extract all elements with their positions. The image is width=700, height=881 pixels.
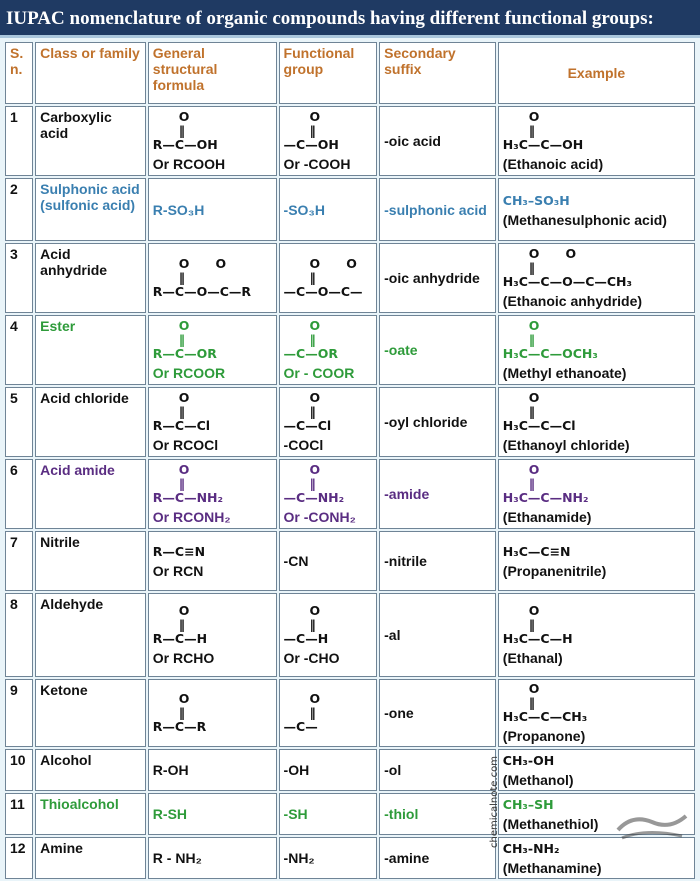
example-structure bbox=[503, 842, 560, 856]
general-formula bbox=[148, 459, 277, 529]
secondary-suffix: -al bbox=[379, 593, 496, 677]
example bbox=[498, 531, 695, 591]
table-row bbox=[5, 315, 695, 385]
example-structure bbox=[503, 110, 583, 152]
carbonyl-oxygen: O ‖ bbox=[528, 390, 540, 419]
general-formula-structure bbox=[153, 463, 223, 505]
header-example: Example bbox=[498, 42, 695, 104]
secondary-suffix: -oic anhydride bbox=[379, 243, 496, 313]
example bbox=[498, 749, 695, 791]
structure-formula: —C—Cl bbox=[283, 418, 332, 433]
row-number: 3 bbox=[5, 243, 33, 313]
table-row bbox=[5, 387, 695, 457]
example-name: (Ethanamide) bbox=[502, 509, 592, 525]
functional-group bbox=[279, 593, 378, 677]
example bbox=[498, 243, 695, 313]
example bbox=[498, 106, 695, 176]
secondary-suffix: -oic acid bbox=[379, 106, 496, 176]
carbonyl-oxygen: O ‖ bbox=[178, 603, 190, 632]
row-number: 4 bbox=[5, 315, 33, 385]
example-name: (Ethanoyl chloride) bbox=[502, 437, 630, 453]
watermark: chemicalnote.com bbox=[489, 756, 500, 848]
class-name: Sulphonic acid (sulfonic acid) bbox=[35, 178, 146, 241]
header-suffix: Secondary suffix bbox=[379, 42, 496, 104]
general-formula: R-SO₃H bbox=[148, 178, 277, 241]
carbonyl-oxygen: O ‖ bbox=[178, 691, 190, 720]
carbonyl-oxygen: O ‖ bbox=[528, 318, 540, 347]
functional-group-alt: Or -CONH₂ bbox=[283, 509, 356, 525]
structure-formula: —C—H bbox=[283, 631, 329, 646]
example bbox=[498, 459, 695, 529]
structure-formula: CH₃–SO₃H bbox=[502, 192, 570, 208]
general-formula-alt: Or RCN bbox=[152, 563, 204, 579]
example-structure bbox=[503, 754, 554, 768]
general-formula-structure bbox=[153, 391, 210, 433]
carbonyl-oxygen: O O ‖ bbox=[178, 256, 227, 285]
row-number: 8 bbox=[5, 593, 33, 677]
title-bar bbox=[0, 0, 700, 38]
example-structure bbox=[503, 604, 573, 646]
example-name: (Methyl ethanoate) bbox=[502, 365, 627, 381]
secondary-suffix: -amine bbox=[379, 837, 496, 879]
header-class: Class or family bbox=[35, 42, 146, 104]
carbonyl-oxygen: O ‖ bbox=[528, 603, 540, 632]
table-row bbox=[5, 679, 695, 747]
structure-formula: R—C—Cl bbox=[152, 418, 211, 433]
secondary-suffix: -amide bbox=[379, 459, 496, 529]
row-number: 11 bbox=[5, 793, 33, 835]
functional-group: -SO₃H bbox=[279, 178, 378, 241]
class-name: Amine bbox=[35, 837, 146, 879]
table-row bbox=[5, 837, 695, 879]
structure-formula: R—C—OH bbox=[152, 137, 218, 152]
functional-group-alt: Or -COOH bbox=[283, 156, 351, 172]
example-structure bbox=[503, 682, 587, 724]
general-formula bbox=[148, 531, 277, 591]
general-formula-alt: Or RCONH₂ bbox=[152, 509, 231, 525]
secondary-suffix: -one bbox=[379, 679, 496, 747]
functional-group bbox=[279, 243, 378, 313]
logo-icon bbox=[612, 808, 692, 844]
general-formula bbox=[148, 106, 277, 176]
general-formula bbox=[148, 243, 277, 313]
functional-group bbox=[279, 679, 378, 747]
secondary-suffix: -ol bbox=[379, 749, 496, 791]
row-number: 7 bbox=[5, 531, 33, 591]
functional-group-structure bbox=[284, 391, 332, 433]
example bbox=[498, 679, 695, 747]
carbonyl-oxygen: O ‖ bbox=[309, 109, 321, 138]
table-row bbox=[5, 593, 695, 677]
structure-formula: H₃C—C—OCH₃ bbox=[502, 346, 598, 361]
class-name: Acid amide bbox=[35, 459, 146, 529]
functional-group: -SH bbox=[279, 793, 378, 835]
general-formula: R-SH bbox=[148, 793, 277, 835]
general-formula-alt: Or RCOOH bbox=[152, 156, 226, 172]
functional-group-alt: Or - COOR bbox=[283, 365, 355, 381]
example-name: (Propanone) bbox=[502, 728, 586, 744]
class-name: Acid chloride bbox=[35, 387, 146, 457]
general-formula-structure bbox=[153, 110, 218, 152]
table-row bbox=[5, 459, 695, 529]
structure-formula: H₃C—C—H bbox=[502, 631, 573, 646]
carbonyl-oxygen: O ‖ bbox=[528, 681, 540, 710]
structure-formula: —C— bbox=[283, 719, 318, 734]
carbonyl-oxygen: O O ‖ bbox=[528, 246, 577, 275]
structure-formula: CH₃–SH bbox=[502, 797, 554, 812]
row-number: 10 bbox=[5, 749, 33, 791]
row-number: 5 bbox=[5, 387, 33, 457]
general-formula-structure bbox=[153, 545, 205, 559]
example-structure bbox=[503, 391, 576, 433]
carbonyl-oxygen: O ‖ bbox=[528, 462, 540, 491]
structure-formula: R—C≡N bbox=[152, 544, 206, 559]
functional-group-structure bbox=[284, 463, 345, 505]
example-structure bbox=[503, 319, 598, 361]
example-name: (Methanamine) bbox=[502, 860, 602, 876]
example-name: (Ethanoic anhydride) bbox=[502, 293, 643, 309]
row-number: 1 bbox=[5, 106, 33, 176]
class-name: Ketone bbox=[35, 679, 146, 747]
functional-group-structure bbox=[284, 319, 338, 361]
row-number: 2 bbox=[5, 178, 33, 241]
example-name: (Methanesulphonic acid) bbox=[502, 211, 667, 228]
table-row bbox=[5, 106, 695, 176]
general-formula-structure bbox=[153, 692, 206, 734]
example-name: (Methanol) bbox=[502, 772, 574, 788]
secondary-suffix: -sulphonic acid bbox=[379, 178, 496, 241]
general-formula-structure bbox=[153, 257, 251, 299]
structure-formula: R—C—OR bbox=[152, 346, 217, 361]
example-name: (Ethanal) bbox=[502, 650, 563, 666]
functional-group bbox=[279, 459, 378, 529]
functional-group: -CN bbox=[279, 531, 378, 591]
structure-formula: H₃C—C≡N bbox=[502, 544, 571, 559]
carbonyl-oxygen: O O ‖ bbox=[309, 256, 357, 285]
carbonyl-oxygen: O ‖ bbox=[178, 109, 190, 138]
structure-formula: R—C—O—C—R bbox=[152, 284, 252, 299]
carbonyl-oxygen: O ‖ bbox=[309, 603, 321, 632]
carbonyl-oxygen: O ‖ bbox=[309, 390, 321, 419]
class-name: Acid anhydride bbox=[35, 243, 146, 313]
table-row bbox=[5, 793, 695, 835]
structure-formula: H₃C—C—NH₂ bbox=[502, 490, 589, 505]
functional-group bbox=[279, 387, 378, 457]
header-functional: Functional group bbox=[279, 42, 378, 104]
carbonyl-oxygen: O ‖ bbox=[178, 462, 190, 491]
row-number: 6 bbox=[5, 459, 33, 529]
table-row bbox=[5, 749, 695, 791]
general-formula-alt: Or RCOCl bbox=[152, 437, 219, 453]
structure-formula: H₃C—C—OH bbox=[502, 137, 584, 152]
class-name: Thioalcohol bbox=[35, 793, 146, 835]
functional-group bbox=[279, 315, 378, 385]
class-name: Alcohol bbox=[35, 749, 146, 791]
functional-group-structure bbox=[284, 110, 339, 152]
functional-group: -OH bbox=[279, 749, 378, 791]
functional-group-alt: -COCl bbox=[283, 437, 324, 453]
header-sn: S. n. bbox=[5, 42, 33, 104]
structure-formula: H₃C—C—O—C—CH₃ bbox=[502, 274, 632, 289]
example-structure bbox=[503, 194, 570, 208]
example-structure bbox=[503, 545, 571, 559]
general-formula bbox=[148, 387, 277, 457]
class-name: Carboxylic acid bbox=[35, 106, 146, 176]
example bbox=[498, 178, 695, 241]
carbonyl-oxygen: O ‖ bbox=[309, 462, 321, 491]
structure-formula: R—C—NH₂ bbox=[152, 490, 223, 505]
table-row bbox=[5, 178, 695, 241]
carbonyl-oxygen: O ‖ bbox=[528, 109, 540, 138]
example bbox=[498, 387, 695, 457]
nomenclature-table bbox=[3, 40, 697, 881]
header-general: General structural formula bbox=[148, 42, 277, 104]
table-row bbox=[5, 531, 695, 591]
structure-formula: H₃C—C—Cl bbox=[502, 418, 576, 433]
class-name: Ester bbox=[35, 315, 146, 385]
general-formula bbox=[148, 679, 277, 747]
example-name: (Methanethiol) bbox=[502, 816, 599, 832]
carbonyl-oxygen: O ‖ bbox=[309, 691, 321, 720]
general-formula bbox=[148, 315, 277, 385]
row-number: 12 bbox=[5, 837, 33, 879]
secondary-suffix: -nitrile bbox=[379, 531, 496, 591]
general-formula bbox=[148, 593, 277, 677]
class-name: Aldehyde bbox=[35, 593, 146, 677]
structure-formula: R—C—H bbox=[152, 631, 208, 646]
secondary-suffix: -oyl chloride bbox=[379, 387, 496, 457]
general-formula-structure bbox=[153, 604, 207, 646]
structure-formula: —C—OR bbox=[283, 346, 338, 361]
general-formula: R-OH bbox=[148, 749, 277, 791]
structure-formula: —C—O—C— bbox=[283, 284, 363, 299]
general-formula-structure bbox=[153, 319, 217, 361]
general-formula: R - NH₂ bbox=[148, 837, 277, 879]
secondary-suffix: -oate bbox=[379, 315, 496, 385]
page-title: IUPAC nomenclature of organic compounds having different functional groups: bbox=[6, 8, 654, 29]
example-name: (Ethanoic acid) bbox=[502, 156, 604, 172]
example-structure bbox=[503, 798, 554, 812]
carbonyl-oxygen: O ‖ bbox=[178, 318, 190, 347]
functional-group bbox=[279, 106, 378, 176]
functional-group-structure bbox=[284, 604, 329, 646]
example-structure bbox=[503, 247, 632, 289]
functional-group: -NH₂ bbox=[279, 837, 378, 879]
structure-formula: CH₃-OH bbox=[502, 753, 555, 768]
structure-formula: —C—NH₂ bbox=[283, 490, 345, 505]
secondary-suffix: -thiol bbox=[379, 793, 496, 835]
structure-formula: —C—OH bbox=[283, 137, 339, 152]
structure-formula: H₃C—C—CH₃ bbox=[502, 709, 588, 724]
table-row bbox=[5, 243, 695, 313]
example bbox=[498, 315, 695, 385]
example-name: (Propanenitrile) bbox=[502, 563, 607, 579]
functional-group-structure bbox=[284, 257, 363, 299]
class-name: Nitrile bbox=[35, 531, 146, 591]
row-number: 9 bbox=[5, 679, 33, 747]
general-formula-alt: Or RCOOR bbox=[152, 365, 226, 381]
carbonyl-oxygen: O ‖ bbox=[178, 390, 190, 419]
example bbox=[498, 593, 695, 677]
functional-group-alt: Or -CHO bbox=[283, 650, 340, 666]
general-formula-alt: Or RCHO bbox=[152, 650, 215, 666]
example-structure bbox=[503, 463, 589, 505]
carbonyl-oxygen: O ‖ bbox=[309, 318, 321, 347]
structure-formula: CH₃-NH₂ bbox=[502, 841, 560, 856]
functional-group-structure bbox=[284, 692, 321, 734]
structure-formula: R—C—R bbox=[152, 719, 207, 734]
